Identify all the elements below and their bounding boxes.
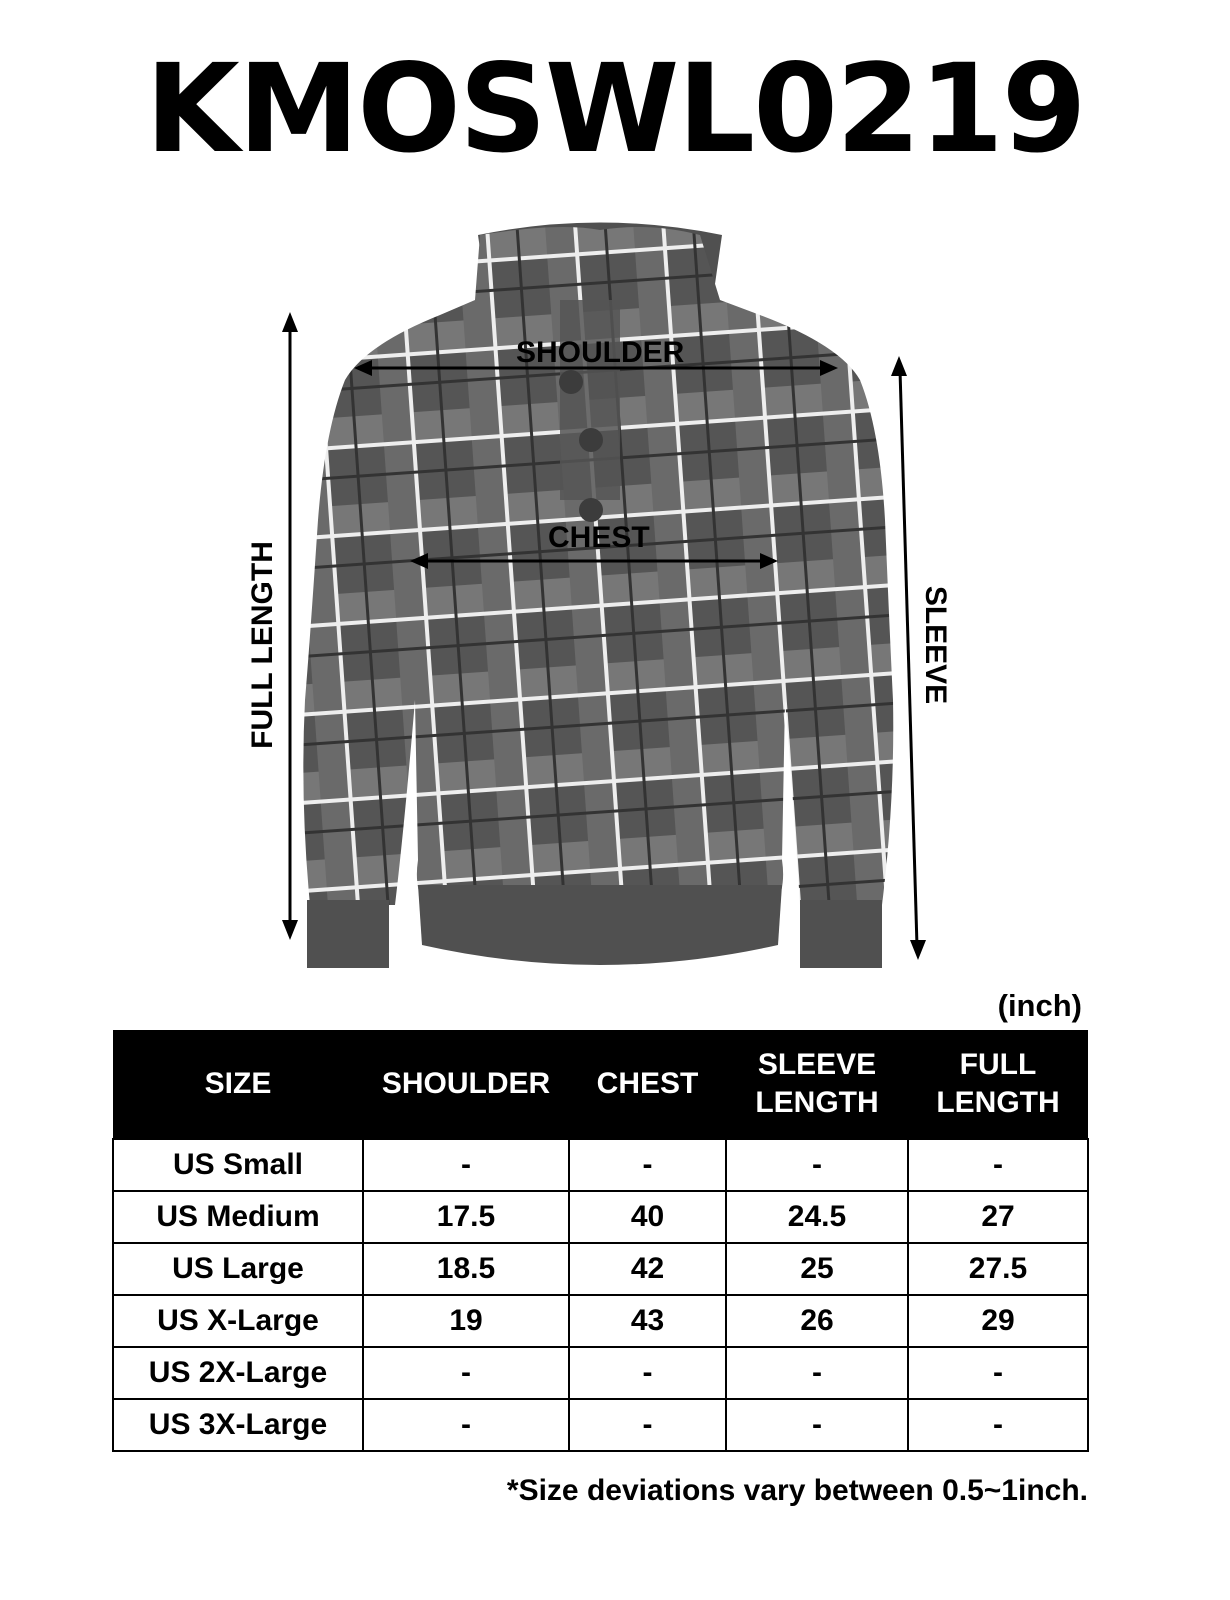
table-row: [113, 1191, 1088, 1243]
left-cuff: [307, 900, 389, 968]
full-length-cell: -: [908, 1347, 1088, 1399]
sleeve-cell: -: [726, 1139, 908, 1191]
chest-cell: 42: [569, 1243, 726, 1295]
shoulder-cell: -: [363, 1347, 569, 1399]
full-length-cell: 27.5: [908, 1243, 1088, 1295]
table-row: [113, 1243, 1088, 1295]
table-row: [113, 1347, 1088, 1399]
shoulder-cell: -: [363, 1139, 569, 1191]
sleeve-cell: 24.5: [726, 1191, 908, 1243]
size-cell: US 2X-Large: [113, 1347, 363, 1399]
measurement-diagram: [0, 200, 1230, 1000]
shoulder-cell: 19: [363, 1295, 569, 1347]
header-sleeve-length: [726, 1030, 908, 1139]
button: [579, 498, 603, 522]
chest-cell: 40: [569, 1191, 726, 1243]
plaid-sweater-icon: [0, 200, 1230, 1000]
table-row: [113, 1399, 1088, 1451]
button: [559, 370, 583, 394]
full-length-cell: 27: [908, 1191, 1088, 1243]
sleeve-cell: 25: [726, 1243, 908, 1295]
chest-cell: -: [569, 1399, 726, 1451]
header-full-length-text: FULL LENGTH: [936, 1048, 1060, 1119]
sleeve-cell: 26: [726, 1295, 908, 1347]
size-cell: US 3X-Large: [113, 1399, 363, 1451]
header-shoulder: SHOULDER: [363, 1030, 569, 1139]
table-row: [113, 1295, 1088, 1347]
sleeve-arrow: [900, 370, 917, 946]
full-length-cell: 29: [908, 1295, 1088, 1347]
header-full-length: [908, 1030, 1088, 1139]
chest-label: CHEST: [548, 521, 650, 554]
size-cell: US Medium: [113, 1191, 363, 1243]
size-cell: US Small: [113, 1139, 363, 1191]
shoulder-cell: -: [363, 1399, 569, 1451]
shoulder-label: SHOULDER: [516, 336, 685, 369]
shoulder-cell: 18.5: [363, 1243, 569, 1295]
chest-cell: -: [569, 1139, 726, 1191]
full-length-cell: -: [908, 1399, 1088, 1451]
header-sleeve-length-text: SLEEVE LENGTH: [755, 1048, 879, 1119]
table-row: [113, 1139, 1088, 1191]
table-header-row: [113, 1030, 1088, 1139]
chest-cell: 43: [569, 1295, 726, 1347]
chest-cell: -: [569, 1347, 726, 1399]
unit-label: (inch): [997, 988, 1082, 1023]
size-deviation-note: *Size deviations vary between 0.5~1inch.: [506, 1474, 1088, 1507]
full-length-label: FULL LENGTH: [246, 541, 279, 749]
right-cuff: [800, 900, 882, 968]
size-chart-table: [112, 1030, 1089, 1452]
header-chest: CHEST: [569, 1030, 726, 1139]
sleeve-label: SLEEVE: [919, 585, 952, 705]
shoulder-cell: 17.5: [363, 1191, 569, 1243]
full-length-cell: -: [908, 1139, 1088, 1191]
product-code-title: KMOSWL0219: [145, 38, 1085, 180]
size-cell: US X-Large: [113, 1295, 363, 1347]
sleeve-cell: -: [726, 1347, 908, 1399]
size-cell: US Large: [113, 1243, 363, 1295]
sleeve-cell: -: [726, 1399, 908, 1451]
hem: [418, 885, 782, 965]
button: [579, 428, 603, 452]
header-size: SIZE: [113, 1030, 363, 1139]
